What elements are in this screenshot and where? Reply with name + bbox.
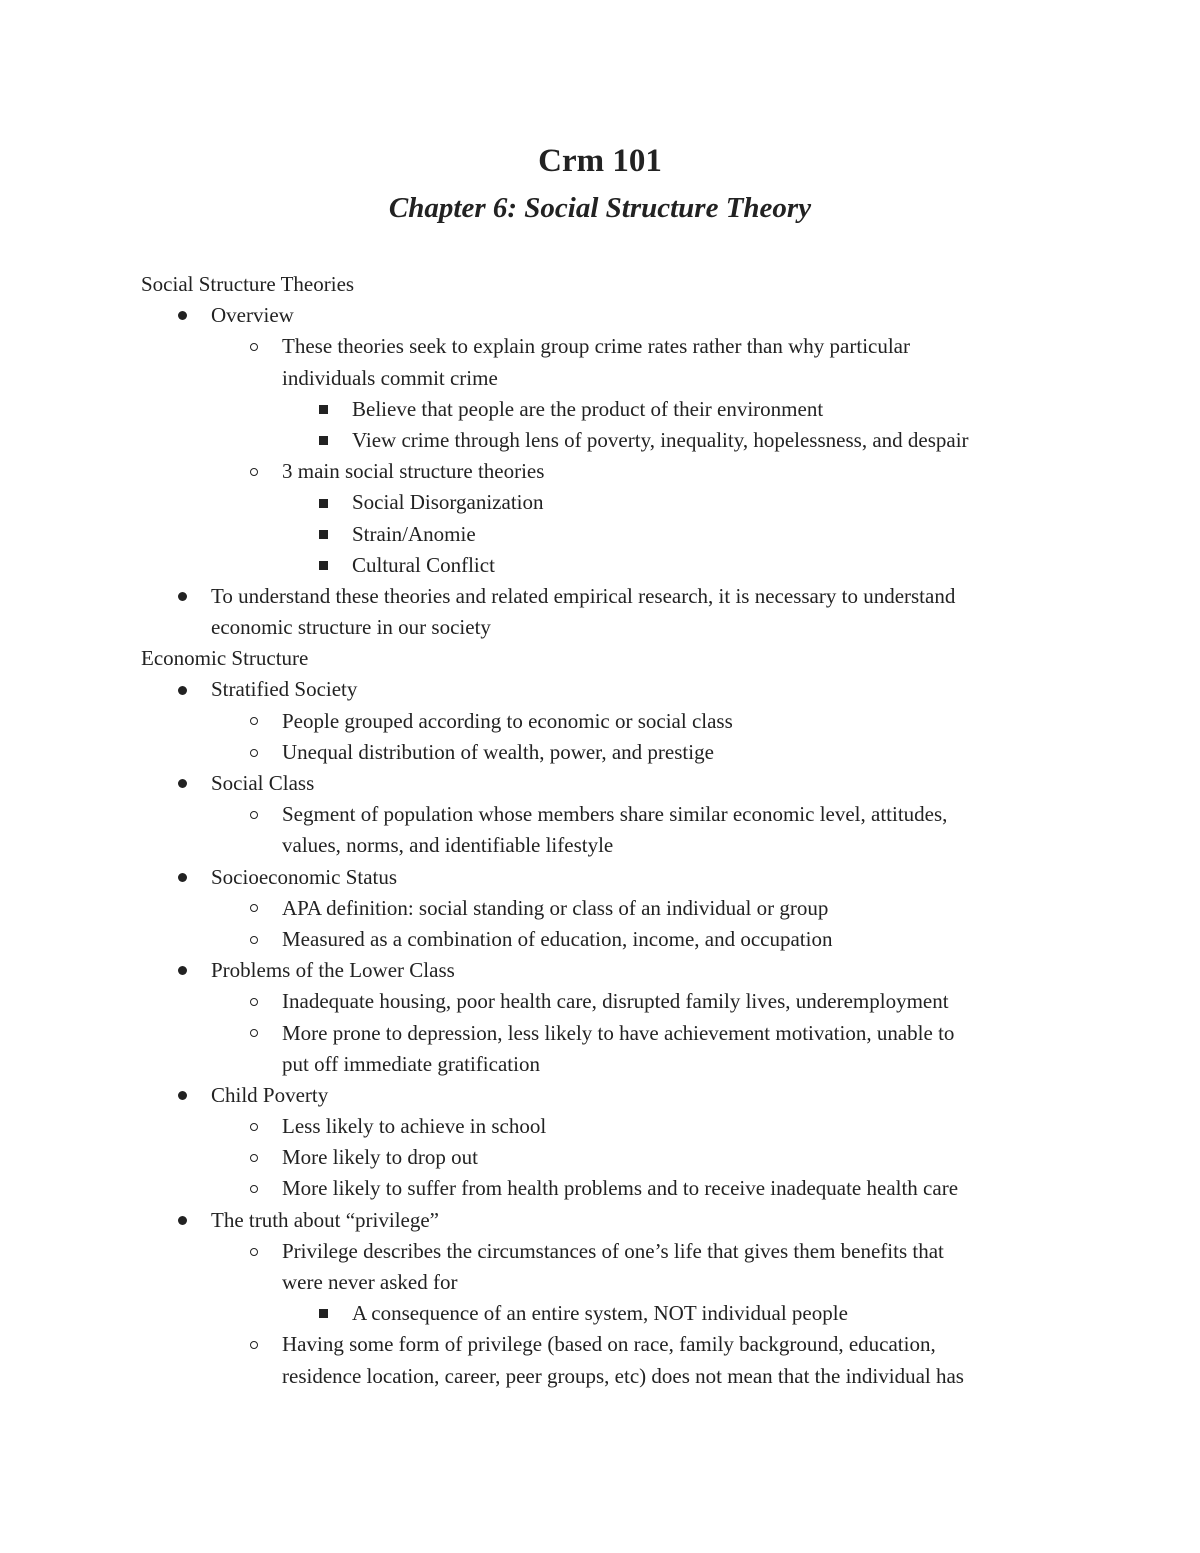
list-item-text: Overview	[211, 303, 294, 328]
list-item	[141, 1236, 1061, 1267]
list-item	[141, 1298, 1061, 1329]
list-item-text: Privilege describes the circumstances of one’s life that gives them benefits that	[282, 1238, 944, 1263]
list-item-text: Having some form of privilege (based on race, family background, education,	[282, 1332, 936, 1357]
list-item-text: View crime through lens of poverty, inequality, hopelessness, and despair	[352, 427, 969, 452]
bullet-circle-icon	[244, 799, 264, 830]
list-item-continuation	[141, 1361, 1061, 1392]
list-item	[141, 924, 1061, 955]
list-item	[141, 1173, 1061, 1204]
bullet-disc-icon	[172, 1205, 192, 1236]
list-item-text: Economic Structure	[141, 646, 309, 671]
list-item	[141, 394, 1061, 425]
bullet-circle-icon	[244, 1173, 264, 1204]
list-item	[141, 1205, 1061, 1236]
bullet-disc-icon	[172, 955, 192, 986]
bullet-circle-icon	[244, 1018, 264, 1049]
list-item-text: To understand these theories and related empirical research, it is necessary to understand	[211, 583, 956, 608]
list-item-text: More likely to drop out	[282, 1145, 478, 1170]
list-item	[141, 1080, 1061, 1111]
list-item-text: Child Poverty	[211, 1082, 329, 1107]
list-item-text: economic structure in our society	[211, 615, 491, 640]
bullet-square-icon	[313, 487, 333, 518]
list-item-text: More prone to depression, less likely to have achievement motivation, unable to	[282, 1020, 955, 1045]
list-item-text: Less likely to achieve in school	[282, 1114, 547, 1139]
bullet-circle-icon	[244, 893, 264, 924]
list-item-text: These theories seek to explain group crime rates rather than why particular	[282, 334, 911, 359]
bullet-circle-icon	[244, 331, 264, 362]
list-item-continuation	[141, 1049, 1061, 1080]
list-item-text: People grouped according to economic or social class	[282, 708, 733, 733]
bullet-circle-icon	[244, 986, 264, 1017]
bullet-circle-icon	[244, 1236, 264, 1267]
bullet-disc-icon	[172, 674, 192, 705]
bullet-circle-icon	[244, 737, 264, 768]
list-item	[141, 674, 1061, 705]
list-item-text: APA definition: social standing or class of an individual or group	[282, 895, 829, 920]
list-item	[141, 862, 1061, 893]
list-item-text: Socioeconomic Status	[211, 864, 398, 889]
list-item-text: Believe that people are the product of their environment	[352, 396, 824, 421]
bullet-square-icon	[313, 394, 333, 425]
bullet-circle-icon	[244, 456, 264, 487]
list-item	[141, 1329, 1061, 1360]
list-item	[141, 955, 1061, 986]
list-item-text: Stratified Society	[211, 677, 358, 702]
list-item-text: Problems of the Lower Class	[211, 958, 455, 983]
list-item-text: Social Structure Theories	[141, 272, 355, 296]
list-item-text: Strain/Anomie	[352, 521, 476, 546]
list-item-text: were never asked for	[282, 1270, 458, 1294]
list-item	[141, 893, 1061, 924]
notes-body	[141, 269, 1061, 1392]
list-item	[141, 799, 1061, 830]
list-item	[141, 487, 1061, 518]
bullet-circle-icon	[244, 1142, 264, 1173]
list-item-text: Unequal distribution of wealth, power, and prestige	[282, 739, 714, 764]
bullet-square-icon	[313, 425, 333, 456]
list-item	[141, 737, 1061, 768]
bullet-disc-icon	[172, 581, 192, 612]
section-heading	[141, 643, 1061, 674]
bullet-square-icon	[313, 1298, 333, 1329]
page-title: Crm 101	[538, 143, 662, 179]
list-item-text: residence location, career, peer groups, etc) does not mean that the individual has	[282, 1363, 964, 1388]
list-item-text: More likely to suffer from health problems and to receive inadequate health care	[282, 1176, 959, 1201]
bullet-disc-icon	[172, 300, 192, 331]
list-item	[141, 519, 1061, 550]
list-item	[141, 331, 1061, 362]
bullet-circle-icon	[244, 1329, 264, 1360]
bullet-disc-icon	[172, 1080, 192, 1111]
bullet-circle-icon	[244, 924, 264, 955]
list-item-text: put off immediate gratification	[282, 1051, 540, 1076]
list-item-text: individuals commit crime	[282, 365, 498, 390]
list-item-continuation	[141, 830, 1061, 861]
list-item	[141, 550, 1061, 581]
list-item	[141, 300, 1061, 331]
bullet-circle-icon	[244, 706, 264, 737]
list-item-text: Social Disorganization	[352, 490, 544, 515]
list-item-continuation	[141, 1267, 1061, 1298]
list-item-text: Inadequate housing, poor health care, disrupted family lives, underemployment	[282, 989, 949, 1014]
chapter-subtitle: Chapter 6: Social Structure Theory	[388, 192, 812, 224]
list-item	[141, 425, 1061, 456]
list-item-text: Segment of population whose members share similar economic level, attitudes,	[282, 802, 948, 827]
bullet-disc-icon	[172, 862, 192, 893]
list-item-text: Cultural Conflict	[352, 552, 495, 577]
list-item	[141, 1111, 1061, 1142]
list-item-continuation	[141, 363, 1061, 394]
bullet-square-icon	[313, 519, 333, 550]
list-item	[141, 1142, 1061, 1173]
list-item	[141, 986, 1061, 1017]
list-item	[141, 456, 1061, 487]
list-item	[141, 581, 1061, 612]
list-item	[141, 1018, 1061, 1049]
list-item-text: values, norms, and identifiable lifestyle	[282, 833, 614, 858]
list-item-text: A consequence of an entire system, NOT individual people	[352, 1301, 848, 1326]
list-item	[141, 768, 1061, 799]
bullet-square-icon	[313, 550, 333, 581]
list-item-text: Social Class	[211, 771, 315, 795]
list-item-continuation	[141, 612, 1061, 643]
list-item-text: The truth about “privilege”	[211, 1207, 439, 1232]
list-item-text: 3 main social structure theories	[282, 459, 545, 484]
list-item-text: Measured as a combination of education, income, and occupation	[282, 926, 833, 951]
list-item	[141, 706, 1061, 737]
section-heading	[141, 269, 1061, 300]
bullet-disc-icon	[172, 768, 192, 799]
bullet-circle-icon	[244, 1111, 264, 1142]
